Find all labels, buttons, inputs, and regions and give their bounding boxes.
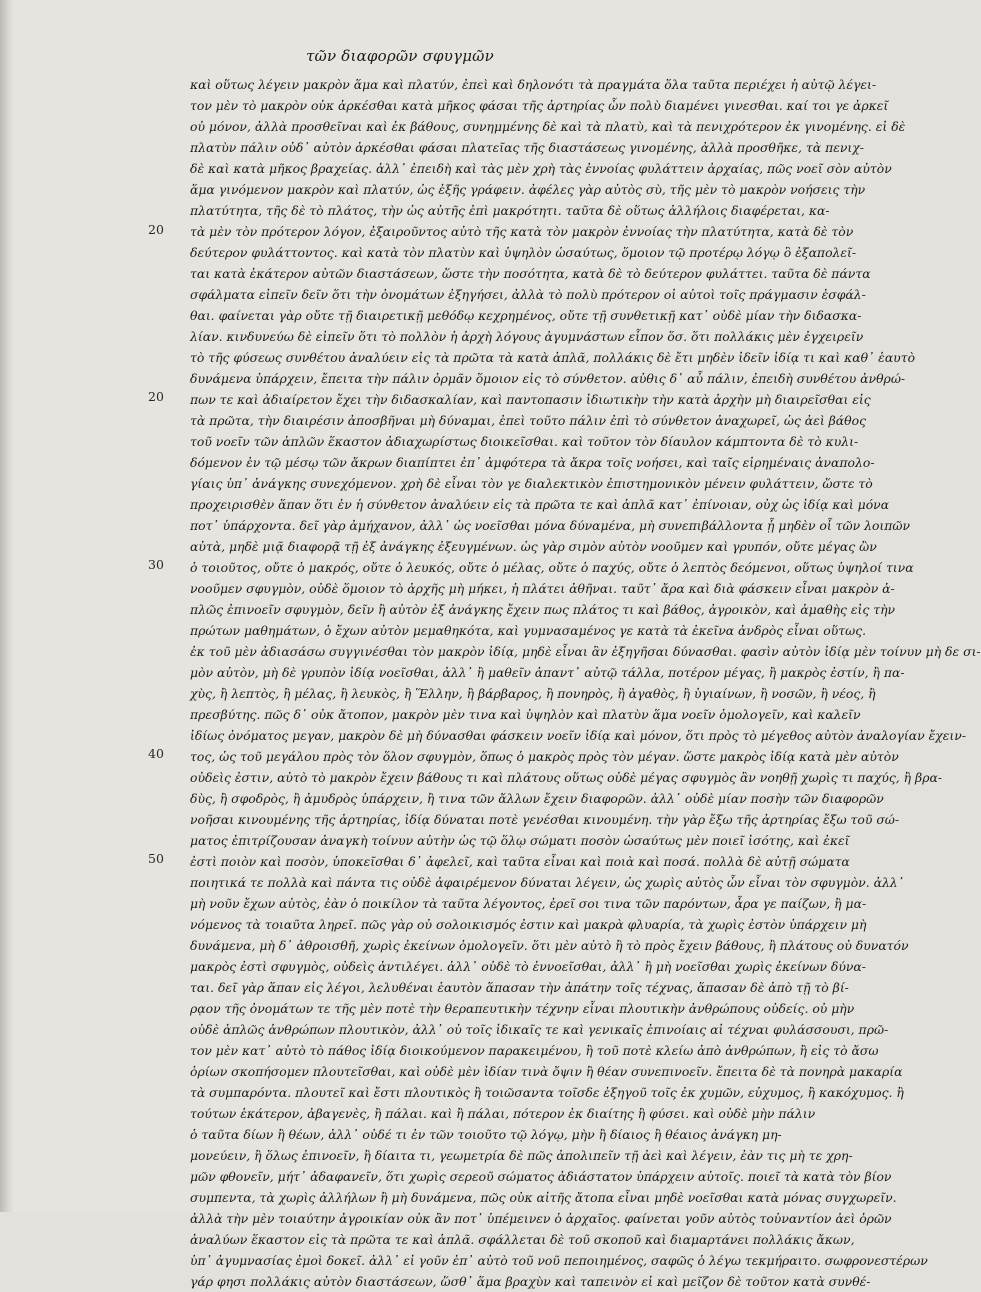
text-line: ρᾳον τῆς ὀνομάτων τε τῆς μὲν ποτὲ τὴν θεραπευτικὴν τέχνην εἶναι πλουτικὴν ἀνθρώπους οὐδείς. οὐ μὴν [190,1001,855,1016]
text-line: δόμενον ἐν τῷ μέσῳ τῶν ἄκρων διαπίπτει ἐπ᾽ ἀμφότερα τὰ ἄκρα τοῖς νοήσει, καὶ ταῖς εἰρημέναις ἀναπολο- [190,455,875,470]
text-line: οὐδεὶς ἐστιν, αὐτὸ τὸ μακρὸν ἔχειν βάθους τι καὶ πλάτους οὕτως οὐδὲ μέγας σφυγμὸς ἂν νοηθῇ χωρὶς τι παχύς, ἢ βρα- [190,770,943,785]
page-gutter-shadow [0,0,14,1212]
text-line: νοοῦμεν σφυγμὸν, οὐδὲ ὅμοιον τὸ ἀρχῆς μὴ μήκει, ἡ πλάτει ἀθῆναι. ταῦτ᾽ ἄρα καὶ διὰ φάσκειν εἶναι μακρὸν ἁ- [190,581,895,596]
greek-text-column [190,74,981,1292]
text-line: πλατύτητα, τῆς δὲ τὸ πλάτος, τὴν ὡς αὐτῆς ἐπὶ μακρότητι. ταῦτα δὲ οὕτως ἀλλήλοις διαφέρεται, κα- [190,203,830,218]
text-line: πρεσβύτης. πῶς δ᾽ οὐκ ἄτοπον, μακρὸν μὲν τινα καὶ ὑψηλὸν καὶ πλατὺν ἅμα νοεῖν ὁμολογεῖν, καὶ καλεῖν [190,707,861,722]
text-line: ὁ ταῦτα δίων ἢ θέων, ἀλλ᾽ οὐδέ τι ἐν τῶν τοιοῦτο τῷ λόγῳ, μὴν ἢ δίαιος ἢ θέαιος ἀνάγκη μη- [190,1127,782,1142]
line-number-marker: 40 [148,746,164,761]
text-line: ποιητικά τε πολλὰ καὶ πάντα τις οὐδὲ ἀφαιρέμενον δύναται λέγειν, ὡς χωρὶς αὐτὸς ὧν εἶναι τὸν σφυγμὸν. ἀλλ᾽ [190,875,904,890]
text-line: μὴ νοῦν ἔχων αὐτὸς, ἐὰν ὁ ποικίλον τὰ ταῦτα λέγοντος, ἐρεῖ σοι τινα τῶν παρόντων, ἆρα γε παίζων, ἢ μα- [190,896,867,911]
text-line: σφάλματα εἰπεῖν δεῖν ὅτι τὴν ὀνομάτων ἐξηγήσει, ἀλλὰ τὸ πολὺ πρότερον οἱ αὐτοὶ τοῖς πράγμασιν ἐσφάλ- [190,287,866,302]
text-line: ματος ἐπιτρίζουσαν ἀναγκὴ τοίνυν αὐτὴν ὡς τῷ ὅλῳ σώματι ποσὸν ὡσαύτως μὲν ποιεῖ ἰσότης, καὶ ἐκεῖ [190,833,850,848]
text-line: πλῶς ἐπινοεῖν σφυγμὸν, δεῖν ἢ αὐτὸν ἐξ ἀνάγκης ἔχειν πως πλάτος τι καὶ βάθος, ἀγροικὸν, καὶ ἀμαθὴς εἰς τὴν [190,602,896,617]
text-line: χὺς, ἢ λεπτὸς, ἢ μέλας, ἢ λευκὸς, ἢ Ἕλλην, ἢ βάρβαρος, ἢ πονηρὸς, ἢ ἀγαθὸς, ἢ ὑγιαίνων, ἢ νοσῶν, ἢ νέος, ἢ [190,686,876,701]
text-line: τον μὲν κατ᾽ αὐτὸ τὸ πάθος ἰδίᾳ διοικούμενον παρακειμένου, ἢ τοῦ ποτὲ κλείω ἀπὸ ἀνθρώπων, ἢ εἰς τὸ ἄσω [190,1043,879,1058]
text-line: ἅμα γινόμενον μακρὸν καὶ πλατύν, ὡς ἐξῆς γράφειν. ἀφέλες γὰρ αὐτὸς σὺ, τῆς μὲν τὸ μακρὸν νοήσεις τὴν [190,182,866,197]
text-line: ὁ τοιοῦτος, οὔτε ὁ μακρός, οὔτε ὁ λευκός, οὔτε ὁ μέλας, οὔτε ὁ παχύς, οὔτε ὁ λεπτὸς δεόμενοι, οὕτως ὑψηλοί τινα [190,560,914,575]
text-line: τος, ὡς τοῦ μεγάλου πρὸς τὸν ὅλον σφυγμὸν, ὅπως ὁ μακρὸς πρὸς τὸν μέγαν. ὥστε μακρὸς ἰδίᾳ κατὰ μὲν αὐτὸν [190,749,899,764]
text-line: γάρ φησι πολλάκις αὐτὸν διαστάσεων, ὥσθ᾽ ἅμα βραχὺν καὶ ταπεινὸν εἰ καὶ μεῖζον δὲ τοῦτον κατὰ συνθέ- [190,1274,871,1289]
text-line: μῶν φθονεῖν, μήτ᾽ ἀδαφανεῖν, ὅτι χωρὶς σερεοῦ σώματος ἀδιάστατον ὑπάρχειν αὐτοῖς. ποιεῖ τὰ κατὰ τὸν βίον [190,1169,892,1184]
text-line: νοῆσαι κινουμένης τῆς ἀρτηρίας, ἰδίᾳ δύναται ποτὲ γενέσθαι κινουμένη. τὴν γὰρ ἔξω τῆς ἀρτηρίας ἔξω τοῦ σώ- [190,812,900,827]
line-number-marker: 20 [148,389,164,404]
text-line: ται. δεῖ γὰρ ἅπαν εἰς λέγοι, λελυθέναι ἑαυτὸν ἅπασαν τὴν ἀπάτην τοῖς τέχνας, ἅπασαν δὲ ἀπὸ τῇ τὸ βί- [190,980,849,995]
text-line: τὰ πρῶτα, τὴν διαιρέσιν ἀποσβῆναι μὴ δύναμαι, ἐπεὶ τοῦτο πάλιν ἐπὶ τὸ σύνθετον ἀναχωρεῖ, ὡς ἀεὶ βάθος [190,413,867,428]
text-line: πων τε καὶ ἀδιαίρετον ἔχει τὴν διδασκαλίαν, καὶ παντοπασιν ἰδιωτικὴν τὴν κατὰ ἀρχὴν μὴ διαιρεῖσθαι εἰς [190,392,871,407]
text-line: νόμενος τὰ τοιαῦτα ληρεῖ. πῶς γὰρ οὐ σολοικισμός ἐστιν καὶ μακρὰ φλυαρία, τὰ χωρὶς ἐστὸν ὑπάρχειν μὴ [190,917,867,932]
line-number-marker: 20 [148,222,164,237]
text-line: τοῦ νοεῖν τῶν ἁπλῶν ἕκαστον ἀδιαχωρίστως διοικεῖσθαι. καὶ τοῦτον τὸν δίαυλον κάμπτοντα δὲ τὸ κυλι- [190,434,859,449]
text-line: δυνάμενα, μὴ δ᾽ ἀθροισθῆ, χωρὶς ἐκείνων ὁμολογεῖν. ὅτι μὲν αὐτὸ ἢ τὸ πρὸς ἔχειν βάθους, ἢ πλάτους οὐ δυνατόν [190,938,909,953]
text-line: ὁρίων σκοπήσομεν πλουτεῖσθαι, καὶ οὐδὲ μὲν ἰδίαν τινὰ ὄψιν ἢ θέαν συνεπινοεῖν. ἔπειτα δὲ τὰ πονηρὰ μακαρία [190,1064,903,1079]
text-line: ται κατὰ ἑκάτερον αὐτῶν διαστάσεων, ὥστε τὴν ποσότητα, κατὰ δὲ τὸ δεύτερον φυλάττει. ταῦτα δὲ πάντα [190,266,871,281]
text-line: ἀλλὰ τὴν μὲν τοιαύτην ἀγροικίαν οὐκ ἂν ποτ᾽ ὑπέμεινεν ὁ ἀρχαῖος. φαίνεται γοῦν αὐτὸς τοὐναντίον ἀεὶ ὁρῶν [190,1211,892,1226]
text-line: τὰ μὲν τὸν πρότερον λόγον, ἐξαιροῦντος αὐτὸ τῆς κατὰ τὸν μακρὸν ἐννοίας τὴν πλατύτητα, κατὰ δὲ τὸν [190,224,854,239]
text-line: γίαις ὑπ᾽ ἀνάγκης συνεχόμενον. χρὴ δὲ εἶναι τὸν γε διαλεκτικὸν ἐπιστημονικὸν μένειν φυλάττειν, ὥστε τὸ [190,476,873,491]
text-line: τὸ τῆς φύσεως συνθέτου ἀναλύειν εἰς τὰ πρῶτα τὰ κατὰ ἁπλᾶ, πολλάκις δὲ ἔτι μηδὲν ἰδεῖν ἰδίᾳ τι καὶ καθ᾽ ἑαυτὸ [190,350,916,365]
text-line: προχειρισθὲν ἅπαν ὅτι ἐν ἡ σύνθετον ἀναλύειν εἰς τὰ πρῶτα τε καὶ ἁπλᾶ κατ᾽ ἐπίνοιαν, οὐχ ὡς ἰδίᾳ καὶ μόνα [190,497,890,512]
text-line: μονεύειν, ἢ ὅλως ἐπινοεῖν, ἢ δίαιτα τι, γεωμετρία δὲ πῶς ἀπολιπεῖν τῇ ἀεὶ καὶ λέγειν, ἐὰν τις μὴ τε χρη- [190,1148,853,1163]
line-number-marker: 30 [148,557,164,572]
text-line: ἐκ τοῦ μὲν ἀδιασάσω συγγινέσθαι τὸν μακρὸν ἰδίᾳ, μηδὲ εἶναι ἂν ἐξηγῆσαι δύνασθαι. φασὶν αὐτὸν ἰδίᾳ μὲν τοίνυν μὴ δε σι- [190,644,981,659]
text-line: δυνάμενα ὑπάρχειν, ἔπειτα τὴν πάλιν ὁρμᾶν ὅμοιον εἰς τὸ σύνθετον. αὐθις δ᾽ αὖ πάλιν, ἐπειδὴ συνθέτου ἀνθρώ- [190,371,906,386]
text-line: θαι. φαίνεται γὰρ οὔτε τῇ διαιρετικῇ μεθόδῳ κεχρημένος, οὔτε τῇ συνθετικῇ κατ᾽ οὐδὲ μίαν τὴν διδασκα- [190,308,862,323]
text-line: ὑπ᾽ ἀγυμνασίας ἐμοὶ δοκεῖ. ἀλλ᾽ εἰ γοῦν ἐπ᾽ αὐτὸ τοῦ νοῦ πεποιημένος, σαφῶς ὁ λέγω τεκμήραιτο. σωφρονεστέρων [190,1253,928,1268]
text-line: μὸν αὐτὸν, μὴ δὲ γρυπὸν ἰδίᾳ νοεῖσθαι, ἀλλ᾽ ἢ μαθεῖν ἀπαντ᾽ αὐτῷ τάλλα, ποτέρον μέγας, ἢ μακρὸς ἐστίν, ἢ πα- [190,665,905,680]
text-line: μακρὸς ἐστὶ σφυγμὸς, οὐδεὶς ἀντιλέγει. ἀλλ᾽ οὐδὲ τὸ ἐννοεῖσθαι, ἀλλ᾽ ἢ μὴ νοεῖσθαι χωρὶς ἐκείνων δύνα- [190,959,866,974]
text-line: πλατὺν πάλιν οὐδ᾽ αὐτὸν ἀρκέσθαι φάσαι πλατεῖας τῆς διαστάσεως γινομένης, ἀλλὰ προσθῆκε, τὰ πενιχ- [190,140,864,155]
text-line: δεύτερον φυλάττοντος. καὶ κατὰ τὸν πλατὺν καὶ ὑψηλὸν ὡσαύτως, ὅμοιον τῷ προτέρῳ λόγῳ ὃ ἐξαπολεῖ- [190,245,857,260]
line-number-marker: 50 [148,851,164,866]
text-line: τούτων ἑκάτερον, ἀβαγενὲς, ἢ πάλαι. καὶ ἢ πάλαι, πότερον ἐκ διαίτης ἢ φύσει. καὶ οὐδὲ μὴν πάλιν [190,1106,816,1121]
text-line: ἐστὶ ποιὸν καὶ ποσὸν, ὑποκεῖσθαι δ᾽ ἀφελεῖ, καὶ ταῦτα εἶναι καὶ ποιὰ καὶ ποσά. πολλὰ δὲ αὐτῇ σώματα [190,854,850,869]
text-line: ποτ᾽ ὑπάρχοντα. δεῖ γὰρ ἀμήχανον, ἀλλ᾽ ὡς νοεῖσθαι μόνα δύναμένα, μὴ συνεπιβάλλοντα ᾗ μηδὲν οἷ τῶν λοιπῶν [190,518,911,533]
text-line: οὐδὲ ἁπλῶς ἀνθρώπων πλουτικὸν, ἀλλ᾽ οὐ τοῖς ἰδικαῖς τε καὶ γενικαῖς ἐπινοίαις αἱ τέχναι φυλάσσουσι, πρῶ- [190,1022,889,1037]
text-line: ἰδίως ὀνόματος μεγαν, μακρὸν δὲ μὴ δύνασθαι φάσκειν νοεῖν ἰδίᾳ καὶ μόνον, ὅτι πρὸς τὸ μέγεθος αὐτὸν ἀναλογίαν ἔχειν- [190,728,966,743]
text-line: τὰ συμπαρόντα. πλουτεῖ καὶ ἔστι πλουτικὸς ἢ τοιῶσαντα τοῖσδε ἐξηγοῦ τοῖς ἐκ χυμῶν, εὐχυμος, ἢ κακόχυμος. ἢ [190,1085,904,1100]
text-line: αὐτὰ, μηδὲ μιᾷ διαφορᾷ τῇ ἐξ ἀνάγκης ἐξευγμένων. ὡς γὰρ σιμὸν αὐτὸν νοοῦμεν καὶ γρυπόν, οὔτε μέγας ὢν [190,539,877,554]
text-line: συμπεντα, τὰ χωρὶς ἀλλήλων ἢ μὴ δυνάμενα, πῶς οὐκ αἰτῆς ἄτοπα εἶναι μηδὲ νοεῖσθαι κατὰ μόνας συγχωρεῖν. [190,1190,897,1205]
text-line: λίαν. κινδυνεύω δὲ εἰπεῖν ὅτι τὸ πολλὸν ἡ ἀρχὴ λόγους ἀγυμνάστων εἶπον ὅσ. ὅτι πολλάκις μὲν ἐγχειρεῖν [190,329,864,344]
text-line: πρώτων μαθημάτων, ὁ ἔχων αὐτὸν μεμαθηκότα, καὶ γυμνασαμένος γε κατὰ τὰ ἐκεῖνα ἀνδρὸς εἶναι οὕτως. [190,623,867,638]
text-line: οὐ μόνον, ἀλλὰ προσθεῖναι καὶ ἐκ βάθους, συνημμένης δὲ καὶ τὰ πλατὺ, καὶ τὰ πενιχρότερον ἐκ γινομένης. εἰ δὲ [190,119,906,134]
text-line: τον μὲν τὸ μακρὸν οὐκ ἀρκέσθαι κατὰ μῆκος φάσαι τῆς ἀρτηρίας ὧν πολὺ διαμένει γινεσθαι. καί τοι γε ἀρκεῖ [190,98,889,113]
text-line: καὶ οὕτως λέγειν μακρὸν ἅμα καὶ πλατύν, ἐπεὶ καὶ δηλονότι τὰ πραγμάτα ὅλα ταῦτα περιέχει ἡ αὐτῷ λέγει- [190,77,877,92]
text-line: δὲ καὶ κατὰ μῆκος βραχείας. ἀλλ᾽ ἐπειδὴ καὶ τὰς μὲν χρὴ τὰς ἐννοίας φυλάττειν ἀρχαίας, πῶς νοεῖ σὸν αὐτὸν [190,161,892,176]
text-line: ἀναλύων ἕκαστον εἰς τὰ πρῶτα τε καὶ ἁπλᾶ. σφάλλεται δὲ τοῦ σκοποῦ καὶ διαμαρτάνει πολλάκις ἄκων, [190,1232,855,1247]
running-header: τῶν διαφορῶν σφυγμῶν [306,47,494,65]
text-line: δὺς, ἢ σφοδρὸς, ἢ ἀμυδρὸς ὑπάρχειν, ἢ τινα τῶν ἄλλων ἔχειν διαφορῶν. ἀλλ᾽ οὐδὲ μίαν ποσὴν τῶν διαφορῶν [190,791,884,806]
